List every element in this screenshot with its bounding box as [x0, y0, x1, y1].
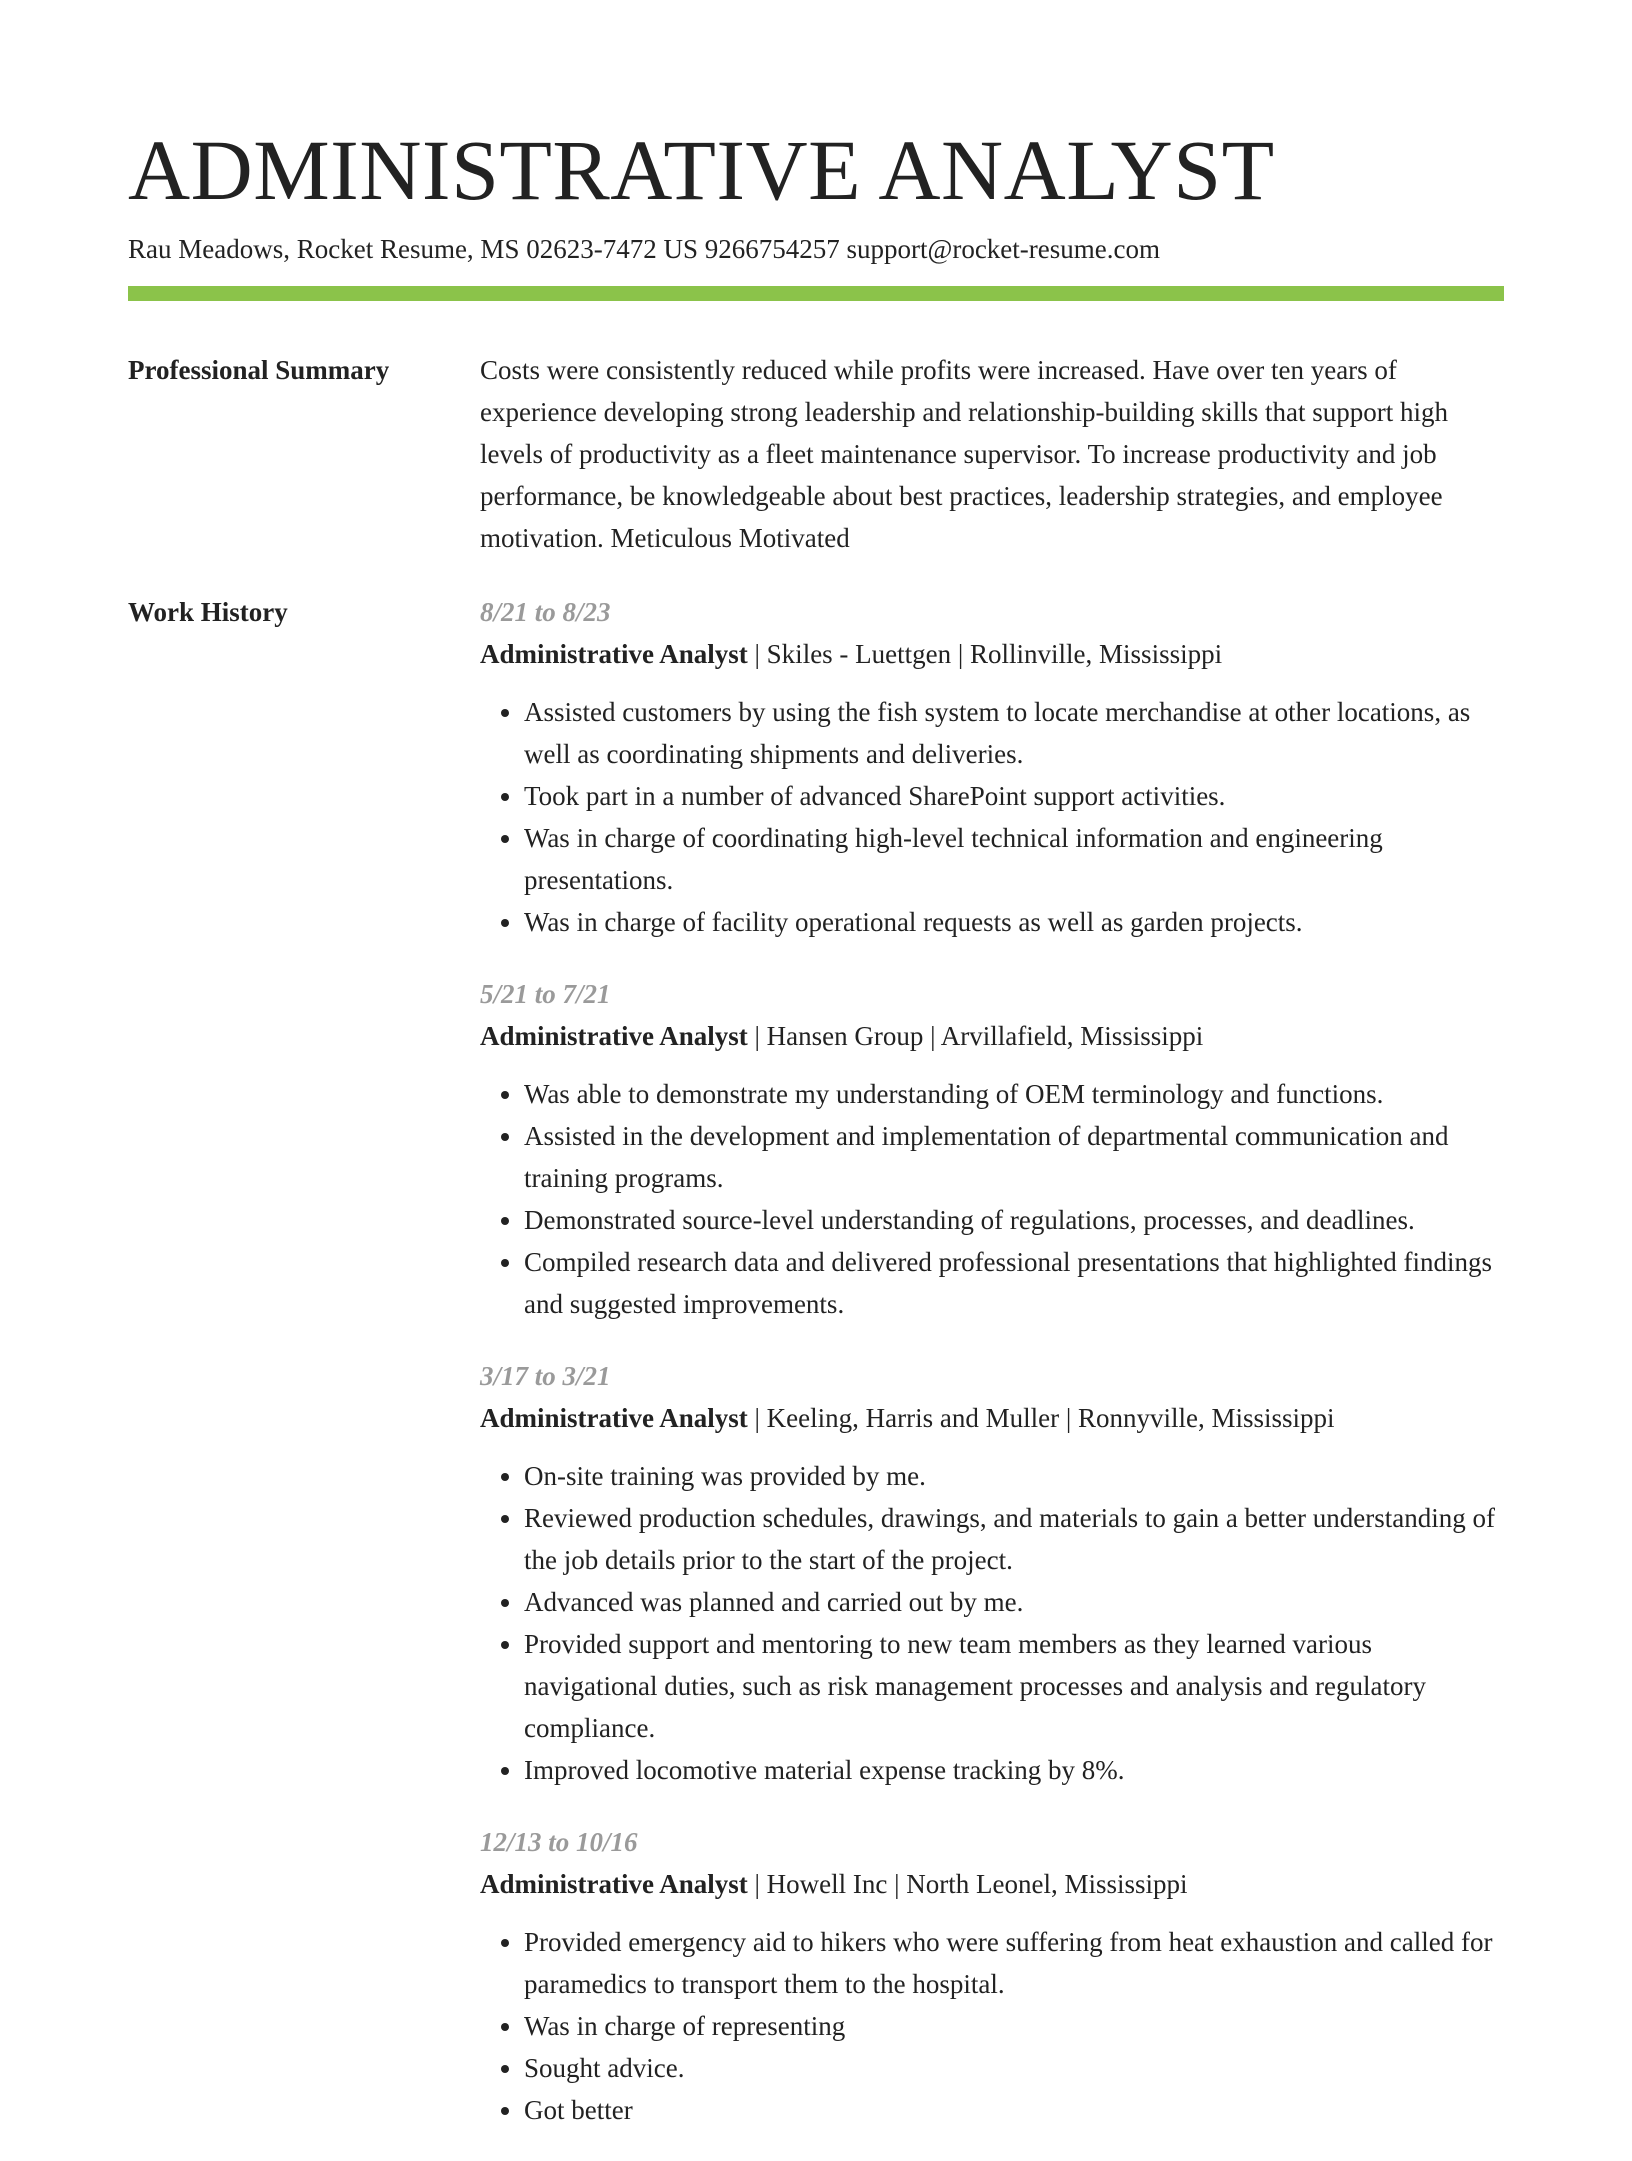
job-dates: 12/13 to 10/16 [480, 1827, 638, 1857]
job-entry [480, 591, 1504, 943]
job-title: Administrative Analyst [480, 1869, 748, 1899]
job-dates: 8/21 to 8/23 [480, 597, 611, 627]
job-title: Administrative Analyst [480, 1021, 748, 1051]
job-bullets [480, 1073, 1504, 1325]
job-heading [480, 1397, 1504, 1439]
summary-section [480, 349, 1504, 559]
job-entry [480, 1821, 1504, 2131]
job-bullet: • Advanced was planned and carried out by me. [524, 1581, 1504, 1623]
job-bullet: • Reviewed production schedules, drawings, and materials to gain a better understanding of the job details prior to the start of the project. [524, 1497, 1504, 1581]
job-employer-location: | Hansen Group | Arvillafield, Mississippi [747, 1021, 1204, 1051]
job-entry [480, 973, 1504, 1325]
job-employer-location: | Keeling, Harris and Muller | Ronnyville, Mississippi [747, 1403, 1335, 1433]
job-bullet: • Compiled research data and delivered professional presentations that highlighted findings and suggested improvements. [524, 1241, 1504, 1325]
job-bullet: • Provided emergency aid to hikers who were suffering from heat exhaustion and called for paramedics to transport them to the hospital. [524, 1921, 1504, 2005]
job-bullet: • On-site training was provided by me. [524, 1455, 1504, 1497]
summary-text: Costs were consistently reduced while profits were increased. Have over ten years of experience developing strong leadership and relationship-building skills that support high levels of productivity as a fleet maintenance supervisor. To increase productivity and job performance, be knowledgeable about best practices, leadership strategies, and employee motivation. Meticulous Motivated [480, 355, 1449, 553]
job-bullets [480, 1921, 1504, 2131]
job-title: Administrative Analyst [480, 639, 748, 669]
job-bullet: • Was in charge of coordinating high-level technical information and engineering presentations. [524, 817, 1504, 901]
section-label-summary: Professional Summary [128, 355, 390, 385]
job-bullet: • Was able to demonstrate my understanding of OEM terminology and functions. [524, 1073, 1504, 1115]
job-heading [480, 1015, 1504, 1057]
resume-title: ADMINISTRATIVE ANALYST [128, 122, 1275, 218]
job-bullet: • Assisted customers by using the fish system to locate merchandise at other locations, as well as coordinating shipments and deliveries. [524, 691, 1504, 775]
job-entry [480, 1355, 1504, 1791]
job-bullet: • Took part in a number of advanced SharePoint support activities. [524, 775, 1504, 817]
job-bullet: • Assisted in the development and implementation of departmental communication and training programs. [524, 1115, 1504, 1199]
job-title: Administrative Analyst [480, 1403, 748, 1433]
job-bullets [480, 691, 1504, 943]
job-bullet: • Provided support and mentoring to new team members as they learned various navigational duties, such as risk management processes and analysis and regulatory compliance. [524, 1623, 1504, 1749]
job-employer-location: | Skiles - Luettgen | Rollinville, Mississippi [747, 639, 1223, 669]
job-bullet: • Was in charge of facility operational requests as well as garden projects. [524, 901, 1504, 943]
job-heading [480, 1863, 1504, 1905]
job-employer-location: | Howell Inc | North Leonel, Mississippi [747, 1869, 1188, 1899]
job-bullet: • Sought advice. [524, 2047, 1504, 2089]
header-divider [128, 286, 1504, 301]
section-label-work-history: Work History [128, 597, 288, 627]
job-heading [480, 633, 1504, 675]
contact-info: Rau Meadows, Rocket Resume, MS 02623-7472 US 9266754257 support@rocket-resume.com [128, 234, 1160, 264]
job-dates: 3/17 to 3/21 [480, 1361, 611, 1391]
job-dates: 5/21 to 7/21 [480, 979, 611, 1009]
work-history-section [480, 591, 1504, 2161]
job-bullet: • Improved locomotive material expense tracking by 8%. [524, 1749, 1504, 1791]
job-bullet: • Was in charge of representing [524, 2005, 1504, 2047]
job-bullet: • Demonstrated source-level understanding of regulations, processes, and deadlines. [524, 1199, 1504, 1241]
job-bullet: • Got better [524, 2089, 1504, 2131]
job-bullets [480, 1455, 1504, 1791]
